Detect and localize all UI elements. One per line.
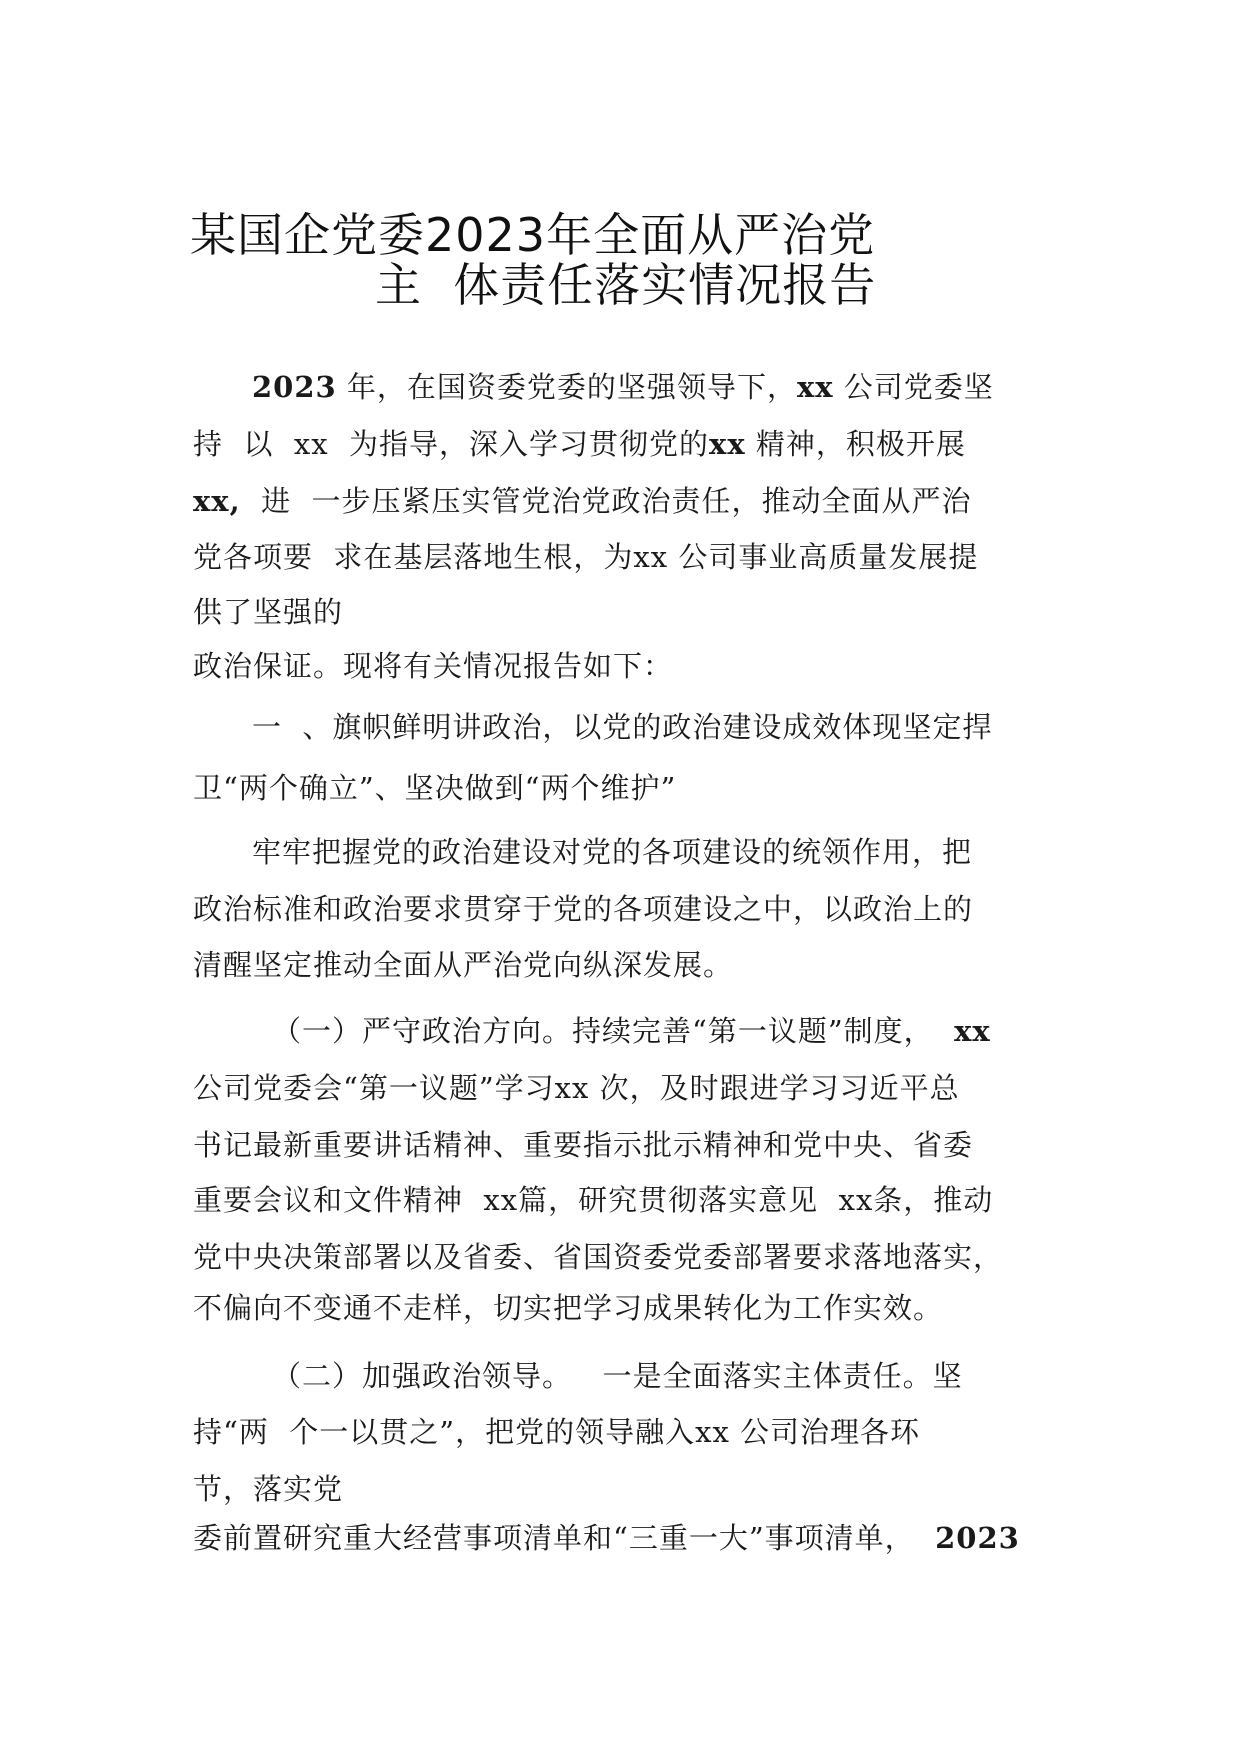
sub-1-line-3: 书记最新重要讲话精神、重要指示批示精神和党中央、省委: [193, 1128, 974, 1162]
section-1-heading-line-1: 一 、旗帜鲜明讲政治，以党的政治建设成效体现坚定捍: [252, 710, 993, 744]
intro-line-2-tail: 精神，积极开展: [745, 427, 966, 461]
section-1-para-line-2: 政治标准和政治要求贯穿于党的各项建设之中，以政治上的: [193, 892, 974, 926]
document-title-line-1: 某国企党委2023年全面从严治党: [190, 208, 876, 262]
sub-1-line-2: 公司党委会“第一议题”学习xx 次，及时跟进学习习近平总: [193, 1071, 960, 1105]
section-1-para-line-3: 清醒坚定推动全面从严治党向纵深发展。: [193, 948, 734, 982]
sub-1-line-5: 党中央决策部署以及省委、省国资委党委部署要求落地落实，: [193, 1240, 1004, 1274]
company-placeholder: xx: [796, 370, 834, 404]
section-1-para-line-1: 牢牢把握党的政治建设对党的各项建设的统领作用，把: [252, 835, 973, 869]
sub-1-line-1: [272, 1014, 991, 1048]
sub-1-line-1-text: （一）严守政治方向。持续完善“第一议题”制度，: [272, 1014, 955, 1048]
intro-line-3-text: 进 一步压紧压实管党治党政治责任，推动全面从严治: [240, 484, 972, 518]
intro-line-2-text: 持 以 xx 为指导，深入学习贯彻党的: [193, 427, 710, 461]
sub-1-line-6: 不偏向不变通不走样，切实把学习成果转化为工作实效。: [193, 1291, 944, 1325]
year-text: 2023: [252, 370, 337, 404]
intro-line-1: [252, 370, 994, 404]
sub-2-line-3: 节，落实党: [193, 1472, 344, 1506]
sub-2-year-text: 2023: [935, 1521, 1020, 1555]
sub-2-line-2: 持“两 个一以贯之”，把党的领导融入xx 公司治理各环: [193, 1415, 921, 1449]
sub-2-line-4-text: 委前置研究重大经营事项清单和“三重一大”事项清单，: [193, 1521, 936, 1555]
intro-line-3: [193, 484, 972, 518]
sub-2-line-1: （二）加强政治领导。 一是全面落实主体责任。坚: [272, 1359, 963, 1393]
sub-1-line-4: 重要会议和文件精神 xx篇，研究贯彻落实意见 xx条，推动: [193, 1183, 994, 1217]
intro-line-6: 政治保证。现将有关情况报告如下：: [193, 649, 674, 683]
document-title-line-2: 主 体责任落实情况报告: [375, 258, 877, 312]
spirit-placeholder: xx: [709, 427, 746, 461]
section-1-heading-line-2: 卫“两个确立”、坚决做到“两个维护”: [193, 771, 677, 805]
sub-2-line-4: [193, 1521, 1020, 1555]
intro-line-2: [193, 427, 966, 461]
intro-line-1-text: 年，在国资委党委的坚强领导下，: [336, 370, 797, 404]
intro-line-1-tail: 公司党委坚: [833, 370, 994, 404]
sub-1-company-placeholder: xx: [954, 1014, 991, 1048]
intro-line-5: 供了坚强的: [193, 595, 344, 629]
intro-line-4: 党各项要 求在基层落地生根，为xx 公司事业高质量发展提: [193, 540, 979, 574]
activity-placeholder: xx,: [193, 484, 241, 518]
